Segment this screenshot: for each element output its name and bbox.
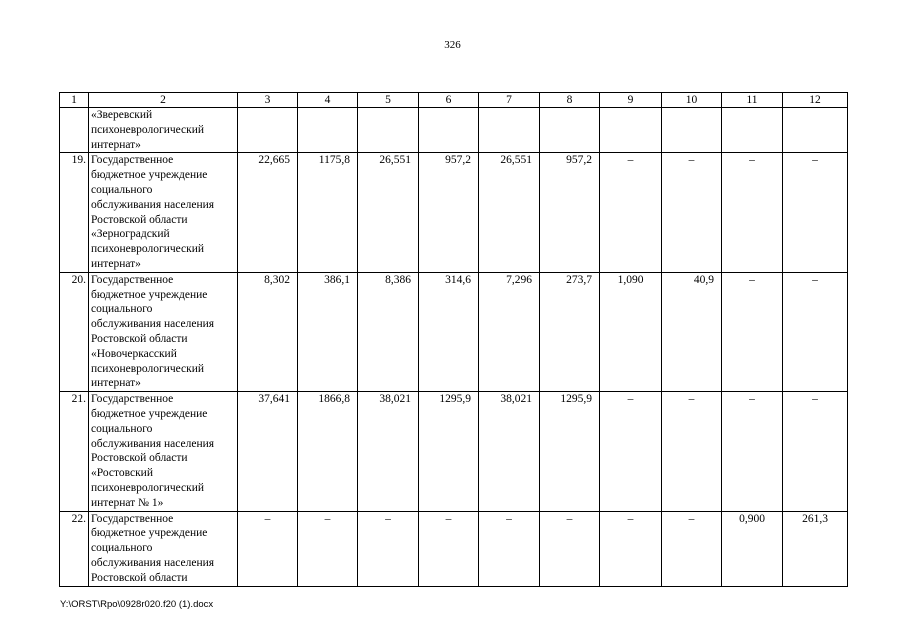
institution-name-line: Ростовской области <box>91 332 188 345</box>
value-cell: 37,641 <box>238 392 298 511</box>
column-header: 7 <box>479 93 540 108</box>
data-table <box>59 92 848 587</box>
institution-name-line: «Зверевский <box>91 109 153 121</box>
value-cell: 38,021 <box>479 392 540 511</box>
value-cell: 8,302 <box>238 272 298 391</box>
institution-name-line: обслуживания населения <box>91 556 215 569</box>
institution-name-line: Государственное <box>91 393 174 406</box>
institution-name <box>89 108 238 153</box>
value-cell: 8,386 <box>358 272 419 391</box>
value-cell <box>783 108 848 153</box>
row-number: 20. <box>60 272 89 391</box>
value-cell: 273,7 <box>540 272 600 391</box>
institution-name-line: интернат» <box>91 377 141 390</box>
value-cell: 0,900 <box>722 511 783 586</box>
column-header: 6 <box>419 93 479 108</box>
row-number: 19. <box>60 153 89 272</box>
value-cell <box>600 108 662 153</box>
value-cell: 957,2 <box>419 153 479 272</box>
column-header: 10 <box>662 93 722 108</box>
value-cell: 1295,9 <box>419 392 479 511</box>
institution-name-line: Ростовской области <box>91 213 188 226</box>
institution-name-line: бюджетное учреждение <box>91 527 208 540</box>
institution-name-line: обслуживания населения <box>91 318 215 331</box>
institution-name-line: Ростовской области <box>91 452 188 465</box>
institution-name-line: социального <box>91 422 153 435</box>
value-cell: – <box>238 511 298 586</box>
value-cell: 957,2 <box>540 153 600 272</box>
institution-name-line: Ростовской области <box>91 571 188 584</box>
value-cell <box>358 108 419 153</box>
institution-name <box>89 511 238 586</box>
value-cell: – <box>540 511 600 586</box>
institution-name-line: обслуживания населения <box>91 437 215 450</box>
value-cell: – <box>662 153 722 272</box>
value-cell: – <box>722 153 783 272</box>
institution-name <box>89 153 238 272</box>
value-cell: 261,3 <box>783 511 848 586</box>
value-cell: 1,090 <box>600 272 662 391</box>
value-cell: – <box>783 153 848 272</box>
file-path-footer: Y:\ORST\Rpo\0928r020.f20 (1).docx <box>60 599 214 610</box>
institution-name-line: социального <box>91 542 153 555</box>
value-cell: 1295,9 <box>540 392 600 511</box>
value-cell <box>540 108 600 153</box>
value-cell: – <box>479 511 540 586</box>
table-row <box>60 511 848 586</box>
value-cell <box>238 108 298 153</box>
value-cell: – <box>298 511 358 586</box>
value-cell <box>722 108 783 153</box>
value-cell: 386,1 <box>298 272 358 391</box>
column-header: 3 <box>238 93 298 108</box>
institution-name-line: Государственное <box>91 273 174 286</box>
value-cell: – <box>600 392 662 511</box>
column-header: 2 <box>89 93 238 108</box>
value-cell: 22,665 <box>238 153 298 272</box>
value-cell <box>298 108 358 153</box>
value-cell: – <box>662 511 722 586</box>
value-cell: – <box>358 511 419 586</box>
table-row <box>60 392 848 511</box>
value-cell: – <box>600 511 662 586</box>
row-number: 22. <box>60 511 89 586</box>
column-header: 8 <box>540 93 600 108</box>
institution-name-line: психоневрологический <box>91 123 205 136</box>
institution-name-line: «Зерноградский <box>91 228 170 241</box>
column-header: 11 <box>722 93 783 108</box>
institution-name-line: интернат» <box>91 138 141 151</box>
institution-name-line: Государственное <box>91 154 174 167</box>
value-cell: 26,551 <box>479 153 540 272</box>
value-cell: 7,296 <box>479 272 540 391</box>
value-cell: – <box>722 392 783 511</box>
column-header: 4 <box>298 93 358 108</box>
institution-name-line: психоневрологический <box>91 481 205 494</box>
institution-name-line: обслуживания населения <box>91 198 215 211</box>
value-cell: 26,551 <box>358 153 419 272</box>
institution-name-line: «Ростовский <box>91 467 153 480</box>
row-number: 21. <box>60 392 89 511</box>
column-header: 5 <box>358 93 419 108</box>
institution-name-line: интернат» <box>91 257 141 270</box>
institution-name-line: психоневрологический <box>91 362 205 375</box>
page-number: 326 <box>444 39 461 51</box>
value-cell: – <box>783 392 848 511</box>
value-cell <box>419 108 479 153</box>
value-cell <box>479 108 540 153</box>
institution-name-line: Государственное <box>91 512 174 525</box>
value-cell: 1175,8 <box>298 153 358 272</box>
table-row <box>60 153 848 272</box>
institution-name-line: психоневрологический <box>91 243 205 256</box>
institution-name-line: бюджетное учреждение <box>91 288 208 301</box>
institution-name-line: интернат № 1» <box>91 496 164 509</box>
value-cell: – <box>722 272 783 391</box>
value-cell: – <box>600 153 662 272</box>
value-cell <box>662 108 722 153</box>
row-number <box>60 108 89 153</box>
institution-name <box>89 392 238 511</box>
table-row <box>60 272 848 391</box>
institution-name <box>89 272 238 391</box>
institution-name-line: «Новочеркасский <box>91 347 177 360</box>
column-header: 9 <box>600 93 662 108</box>
value-cell: 1866,8 <box>298 392 358 511</box>
value-cell: 38,021 <box>358 392 419 511</box>
value-cell: 314,6 <box>419 272 479 391</box>
table-header-row <box>60 93 848 108</box>
table-row <box>60 108 848 153</box>
institution-name-line: бюджетное учреждение <box>91 407 208 420</box>
institution-name-line: социального <box>91 183 153 196</box>
column-header: 12 <box>783 93 848 108</box>
institution-name-line: бюджетное учреждение <box>91 169 208 182</box>
institution-name-line: социального <box>91 303 153 316</box>
value-cell: – <box>419 511 479 586</box>
column-header: 1 <box>60 93 89 108</box>
value-cell: – <box>783 272 848 391</box>
value-cell: – <box>662 392 722 511</box>
value-cell: 40,9 <box>662 272 722 391</box>
